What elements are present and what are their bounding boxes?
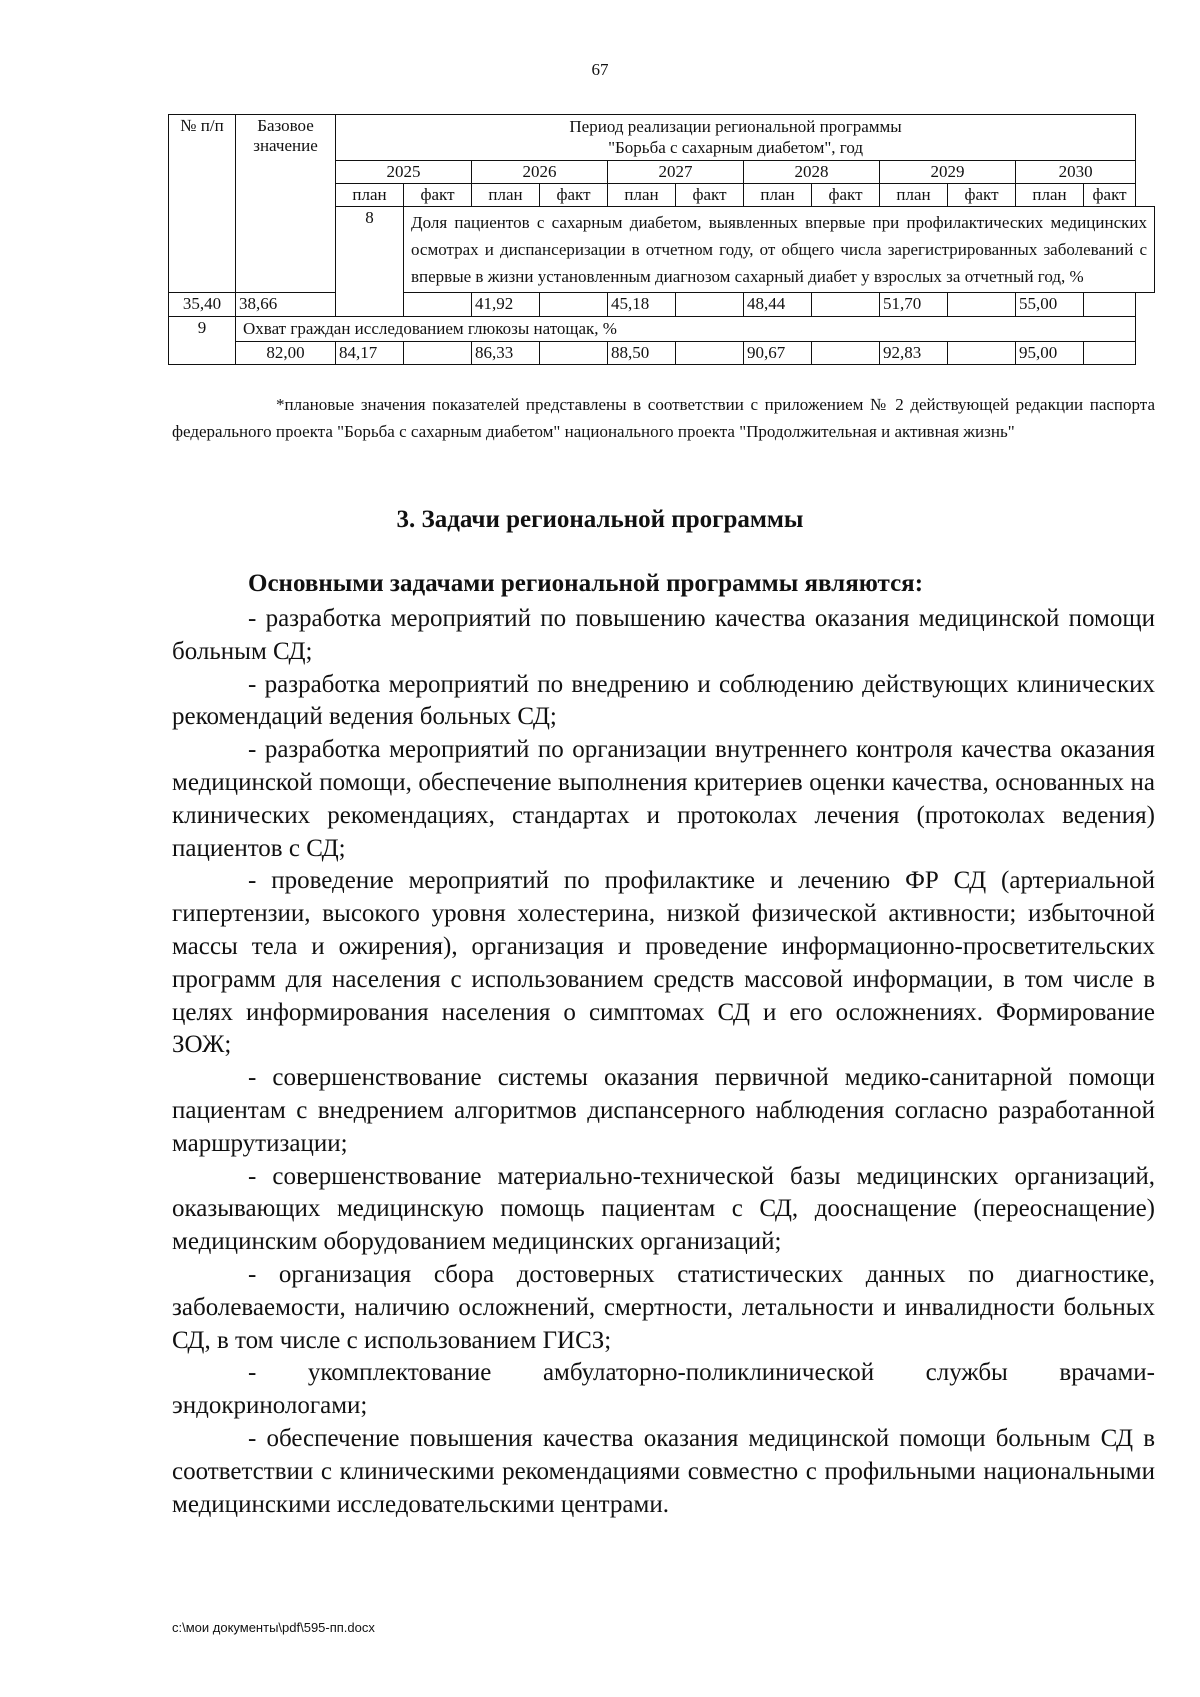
fact-header: факт — [540, 183, 608, 206]
row-indicator-name: Охват граждан исследованием глюкозы натощак, % — [236, 316, 1136, 341]
fact-header: факт — [948, 183, 1016, 206]
plan-value: 92,83 — [880, 342, 948, 365]
fact-value — [1084, 342, 1136, 365]
fact-value — [812, 342, 880, 365]
file-path: c:\мои документы\pdf\595-пп.docx — [172, 1620, 375, 1635]
plan-value: 51,70 — [880, 293, 948, 316]
fact-value — [404, 342, 472, 365]
table-row-values — [169, 293, 1155, 316]
plan-header: план — [1016, 183, 1084, 206]
page-number: 67 — [591, 60, 609, 79]
row-num: 8 — [336, 207, 404, 316]
task-item: - разработка мероприятий по повышению качества оказания медицинской помощи больным СД; — [172, 605, 1155, 665]
fact-header: факт — [1084, 183, 1136, 206]
table-header-row — [169, 115, 1155, 161]
fact-header: факт — [404, 183, 472, 206]
task-item: - укомплектование амбулаторно-поликлинической службы врачами-эндокринологами; — [172, 1359, 1155, 1420]
table-row — [169, 316, 1155, 341]
plan-value: 90,67 — [744, 342, 812, 365]
task-item: - обеспечение повышения качества оказания медицинской помощи больным СД в соответствии с клиническими рекомендациями совместно с профильными национальными медицинскими исследовательскими центрами. — [172, 1424, 1155, 1518]
task-item: - разработка мероприятий по организации внутреннего контроля качества оказания медицинской помощи, обеспечение выполнения критериев оценки качества, основанных на клинических рекомендациях, стандартах и протоколах лечения (протоколах ведения) пациентов с СД; — [172, 736, 1155, 862]
table-row-values — [169, 342, 1155, 365]
plan-value: 41,92 — [472, 293, 540, 316]
row-num: 9 — [169, 316, 236, 365]
tasks-list — [172, 603, 1155, 1521]
plan-header: план — [472, 183, 540, 206]
plan-value: 45,18 — [608, 293, 676, 316]
fact-header: факт — [676, 183, 744, 206]
fact-value — [540, 293, 608, 316]
section-title: 3. Задачи региональной программы — [396, 506, 804, 533]
plan-value: 88,50 — [608, 342, 676, 365]
task-item: - организация сбора достоверных статистических данных по диагностике, заболеваемости, наличию осложнений, смертности, летальности и инвалидности больных СД, в том числе с использованием ГИСЗ; — [172, 1260, 1155, 1354]
plan-value: 55,00 — [1016, 293, 1084, 316]
plan-value: 86,33 — [472, 342, 540, 365]
fact-value — [540, 342, 608, 365]
base-value: 82,00 — [236, 342, 336, 365]
fact-value — [1084, 293, 1136, 316]
indicators-table — [168, 114, 1155, 365]
task-item: - разработка мероприятий по внедрению и соблюдению действующих клинических рекомендаций ведения больных СД; — [172, 670, 1155, 731]
plan-value: 84,17 — [336, 342, 404, 365]
task-item: - проведение мероприятий по профилактике и лечению ФР СД (артериальной гипертензии, высокого уровня холестерина, низкой физической активности; избыточной массы тела и ожирения), организация и проведение информационно-просветительских программ для населения с использованием средств массовой информации, в том числе в целях информирования населения о симптомах СД и его осложнениях. Формирование ЗОЖ; — [172, 867, 1155, 1059]
fact-header: факт — [812, 183, 880, 206]
plan-value: 95,00 — [1016, 342, 1084, 365]
plan-value: 48,44 — [744, 293, 812, 316]
fact-value — [948, 293, 1016, 316]
fact-value — [948, 342, 1016, 365]
year-cell: 2027 — [608, 160, 744, 183]
footnote-text: *плановые значения показателей представлены в соответствии с приложением № 2 действующей редакции паспорта федерального проекта "Борьба с сахарным диабетом" национального проекта "Продолжительная и активная жизнь" — [172, 395, 1155, 441]
task-item: - совершенствование материально-технической базы медицинских организаций, оказывающих медицинскую помощь пациентам с СД, дооснащение (переоснащение) медицинским оборудованием медицинских организаций; — [172, 1162, 1155, 1256]
fact-value — [812, 293, 880, 316]
plan-value: 38,66 — [236, 293, 336, 316]
table-footnote — [172, 391, 1155, 445]
header-period-line1: Период реализации региональной программы — [569, 117, 902, 136]
year-cell: 2029 — [880, 160, 1016, 183]
fact-value — [676, 342, 744, 365]
tasks-heading: Основными задачами региональной программы являются: — [248, 570, 924, 597]
header-base: Базовое значение — [236, 115, 336, 293]
plan-header: план — [608, 183, 676, 206]
fact-value — [676, 293, 744, 316]
fact-value — [404, 293, 472, 316]
base-value: 35,40 — [169, 293, 236, 316]
plan-header: план — [744, 183, 812, 206]
header-period — [336, 115, 1136, 161]
year-cell: 2026 — [472, 160, 608, 183]
header-period-line2: "Борьба с сахарным диабетом", год — [608, 138, 864, 158]
plan-header: план — [880, 183, 948, 206]
plan-header: план — [336, 183, 404, 206]
year-cell: 2028 — [744, 160, 880, 183]
header-num: № п/п — [169, 115, 236, 293]
year-cell: 2030 — [1016, 160, 1136, 183]
year-cell: 2025 — [336, 160, 472, 183]
task-item: - совершенствование системы оказания первичной медико-санитарной помощи пациентам с внедрением алгоритмов диспансерного наблюдения согласно разработанной маршрутизации; — [172, 1064, 1155, 1157]
row-indicator-name: Доля пациентов с сахарным диабетом, выявленных впервые при профилактических медицинских осмотрах и диспансеризации в отчетном году, от общего числа зарегистрированных заболеваний с впервые в жизни установленным диагнозом сахарный диабет у взрослых за отчетный год, % — [404, 207, 1155, 293]
